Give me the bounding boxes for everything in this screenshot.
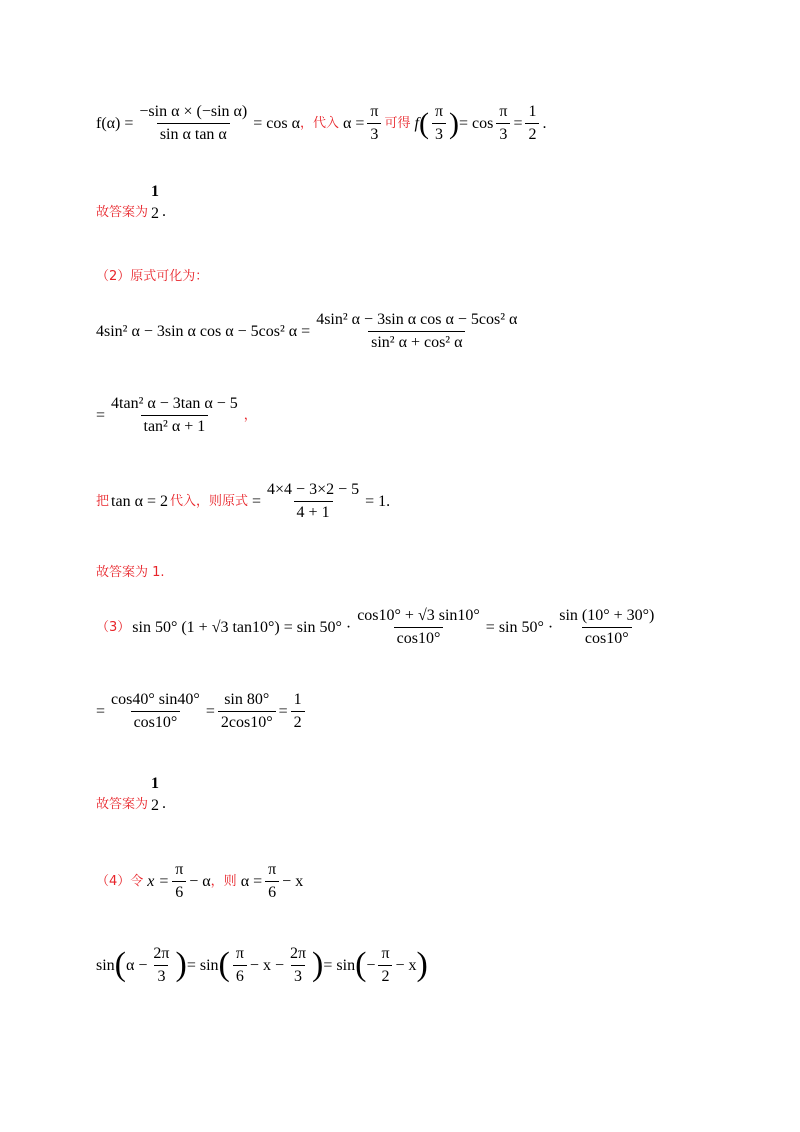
formula-line-8: sin ( α − $\frac{2\pi}{3}$ ) = sin ( $\frac{\pi}{6}$ − x − $\frac{2\pi}{3}$ ) = sin ( − $\frac{\pi}{2}$ − x ) xyxy=(96,945,428,985)
fraction: $\frac{\cos 40^\circ \sin 40^\circ}{\cos 10^\circ}$ xyxy=(111,691,200,731)
fraction: $\frac{1}{2}$ xyxy=(525,104,539,143)
fraction: $\frac{\sin 80^\circ}{2\cos 10^\circ}$ xyxy=(218,692,276,731)
fraction: $\frac{\pi}{6}$ xyxy=(172,862,186,901)
answer-line-1: 故答案为 1 2 . xyxy=(96,183,167,222)
fraction: 1 2 xyxy=(151,775,160,814)
formula-line-5: （3） sin 50° (1 + √3 tan10°) = sin 50° · $\frac{\cos 10^\circ + √3 \sin 10^\circ}{\cos 10^\circ}$ = sin 50° · $\frac{\sin (10^\circ + 30^\circ)}{\cos 10^\circ}$ xyxy=(96,608,660,647)
formula-line-2: 4sin² α − 3sin α cos α − 5cos² α = $\frac{\text{4sin² α − 3sin α cos α − 5cos² α}}{\text{sin² α + cos² α}}$ xyxy=(96,312,523,351)
formula-line-4: 把 tan α = 2 代入，则原式 = $\frac{4\times 4 - 3\times 2 - 5}{4 + 1}$ = 1 . xyxy=(96,481,391,521)
fraction: $\frac{1}{2}$ xyxy=(291,692,305,731)
fraction: $\frac{\pi}{2}$ xyxy=(378,946,392,985)
fraction: $\frac{\sin (10^\circ + 30^\circ)}{\cos 10^\circ}$ xyxy=(559,607,655,647)
formula-line-7: （4）令 x = $\frac{\pi}{6}$ − α ，则 α = $\frac{\pi}{6}$ − x xyxy=(96,861,304,901)
fraction: $\frac{\pi}{6}$ xyxy=(265,862,279,901)
fraction: $\frac{\text{4sin² α − 3sin α cos α − 5cos² α}}{\text{sin² α + cos² α}}$ xyxy=(316,311,518,351)
formula-line-6: = $\frac{\cos 40^\circ \sin 40^\circ}{\cos 10^\circ}$ = $\frac{\sin 80^\circ}{2\cos 10^\circ}$ = $\frac{1}{2}$ xyxy=(96,692,308,731)
fraction: $\frac{\text{−sin α × (−sin α)}}{\text{sin α tan α}}$ xyxy=(139,103,248,143)
fraction: $\frac{2\pi}{3}$ xyxy=(289,945,307,985)
fraction: $\frac{\cos 10^\circ + √3 \sin 10^\circ}{\cos 10^\circ}$ xyxy=(357,607,480,647)
part-2-label: （2）原式可化为： xyxy=(96,269,209,284)
fraction: $\frac{\pi}{3}$ xyxy=(496,104,510,143)
fraction: $\frac{\pi}{6}$ xyxy=(233,946,247,985)
fraction: $\frac{\pi}{3}$ xyxy=(432,104,446,143)
answer-line-2: 故答案为 1. xyxy=(96,565,165,580)
fraction: $\frac{2\pi}{3}$ xyxy=(153,945,170,985)
fraction: 1 2 xyxy=(151,183,160,222)
formula-line-3: = $\frac{\text{4tan² α − 3tan α − 5}}{\text{tan² α + 1}}$ ， xyxy=(96,395,257,435)
f-alpha-lhs: f(α) = xyxy=(96,114,134,132)
fraction: $\frac{\text{4tan² α − 3tan α − 5}}{\text{tan² α + 1}}$ xyxy=(111,395,238,435)
fraction: $\frac{4\times 4 - 3\times 2 - 5}{4 + 1}$ xyxy=(267,481,360,521)
fraction: $\frac{\pi}{3}$ xyxy=(367,104,381,143)
formula-line-1: f(α) = $\frac{\text{−sin α × (−sin α)}}{\text{sin α tan α}}$ = cos α ，代入 α = $\frac{\pi}{3}$ 可得 f ( $\frac{\pi}{3}$ ) = cos $\frac{\pi}{3}$ = $\frac{1}{2}$ . xyxy=(96,103,547,143)
answer-line-3: 故答案为 1 2 . xyxy=(96,775,167,814)
